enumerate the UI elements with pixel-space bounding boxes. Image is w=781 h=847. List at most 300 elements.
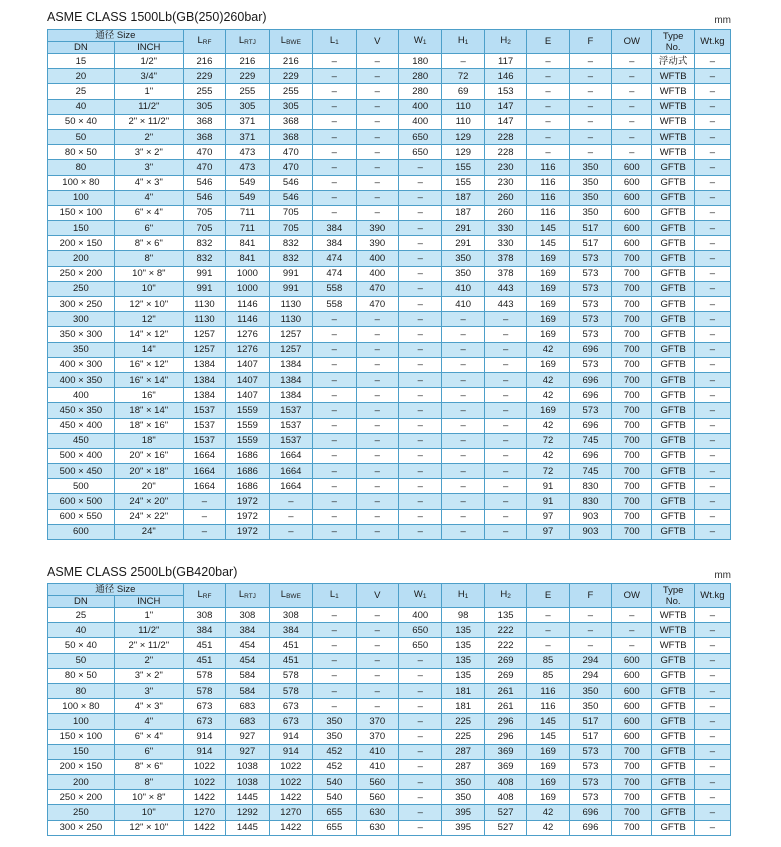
cell-type: GFTB xyxy=(652,805,694,820)
cell-l1: – xyxy=(313,54,356,69)
cell-l-rtj: 683 xyxy=(226,699,269,714)
cell-wt: – xyxy=(694,205,730,220)
cell-h1: 135 xyxy=(442,653,484,668)
cell-f: – xyxy=(569,608,611,623)
table-row xyxy=(48,524,731,539)
cell-f: – xyxy=(569,99,611,114)
cell-inch: 20" xyxy=(114,479,183,494)
header-subscript: 1 xyxy=(335,593,339,600)
header-l-rtj xyxy=(226,584,269,608)
cell-l-rtj: 927 xyxy=(226,729,269,744)
header-h1 xyxy=(442,584,484,608)
cell-l-rf: 1384 xyxy=(183,388,225,403)
cell-e: 169 xyxy=(527,775,569,790)
cell-ow: 600 xyxy=(612,653,652,668)
cell-inch: 4" × 3" xyxy=(114,175,183,190)
cell-type: GFTB xyxy=(652,266,694,281)
cell-e: 169 xyxy=(527,312,569,327)
cell-l-bwe: 914 xyxy=(269,729,312,744)
cell-h1: – xyxy=(442,509,484,524)
table-row xyxy=(48,623,731,638)
header-l-rtj xyxy=(226,30,269,54)
cell-l-rtj: 1407 xyxy=(226,388,269,403)
cell-wt: – xyxy=(694,668,730,683)
table-row xyxy=(48,479,731,494)
cell-l1: – xyxy=(313,683,356,698)
cell-wt: – xyxy=(694,372,730,387)
cell-wt: – xyxy=(694,403,730,418)
cell-dn: 100 xyxy=(48,714,115,729)
cell-v: – xyxy=(356,448,398,463)
cell-wt: – xyxy=(694,699,730,714)
cell-e: 97 xyxy=(527,509,569,524)
cell-l-bwe: – xyxy=(269,509,312,524)
cell-l-rtj: 308 xyxy=(226,608,269,623)
cell-h1: 72 xyxy=(442,69,484,84)
cell-wt: – xyxy=(694,145,730,160)
cell-f: 294 xyxy=(569,653,611,668)
cell-l-rtj: 549 xyxy=(226,175,269,190)
cell-l1: – xyxy=(313,190,356,205)
cell-l-bwe: 1022 xyxy=(269,775,312,790)
unit-label: mm xyxy=(714,15,731,26)
cell-v: – xyxy=(356,638,398,653)
cell-l-rf: 470 xyxy=(183,145,225,160)
cell-type: GFTB xyxy=(652,668,694,683)
cell-v: – xyxy=(356,342,398,357)
cell-l-rtj: 371 xyxy=(226,129,269,144)
cell-l-rf: 546 xyxy=(183,190,225,205)
cell-l1: 558 xyxy=(313,281,356,296)
cell-l-bwe: 470 xyxy=(269,145,312,160)
cell-v: – xyxy=(356,84,398,99)
cell-f: 350 xyxy=(569,190,611,205)
header-type xyxy=(652,584,694,608)
cell-l-bwe: 229 xyxy=(269,69,312,84)
cell-ow: 700 xyxy=(612,464,652,479)
header-subscript: 2 xyxy=(507,593,511,600)
cell-type: GFTB xyxy=(652,327,694,342)
cell-l1: – xyxy=(313,608,356,623)
cell-f: – xyxy=(569,145,611,160)
cell-ow: 700 xyxy=(612,297,652,312)
cell-e: 42 xyxy=(527,448,569,463)
header-type-line: Type xyxy=(662,584,684,596)
cell-l-bwe: 1422 xyxy=(269,790,312,805)
cell-w1: 650 xyxy=(398,623,441,638)
cell-e: – xyxy=(527,638,569,653)
cell-h2: – xyxy=(484,403,526,418)
cell-l-bwe: 451 xyxy=(269,653,312,668)
cell-l-rf: 1130 xyxy=(183,312,225,327)
cell-l-rtj: 216 xyxy=(226,54,269,69)
cell-e: – xyxy=(527,623,569,638)
cell-v: – xyxy=(356,494,398,509)
cell-wt: – xyxy=(694,251,730,266)
cell-l-bwe: 832 xyxy=(269,236,312,251)
cell-v: – xyxy=(356,464,398,479)
cell-v: 390 xyxy=(356,221,398,236)
cell-l-bwe: 991 xyxy=(269,281,312,296)
cell-e: – xyxy=(527,145,569,160)
cell-w1: – xyxy=(398,327,441,342)
cell-ow: 600 xyxy=(612,175,652,190)
cell-l1: – xyxy=(313,175,356,190)
cell-dn: 250 × 200 xyxy=(48,266,115,281)
unit-label: mm xyxy=(714,570,731,581)
cell-h2: 269 xyxy=(484,653,526,668)
table-row xyxy=(48,312,731,327)
cell-type: GFTB xyxy=(652,205,694,220)
cell-h2: 296 xyxy=(484,714,526,729)
header-symbol: E xyxy=(544,590,552,601)
cell-f: 294 xyxy=(569,668,611,683)
cell-ow: 700 xyxy=(612,744,652,759)
cell-l-rf: 255 xyxy=(183,84,225,99)
cell-f: 517 xyxy=(569,729,611,744)
cell-l1: – xyxy=(313,388,356,403)
cell-h1: 350 xyxy=(442,775,484,790)
cell-w1: – xyxy=(398,418,441,433)
cell-l-rtj: 1000 xyxy=(226,266,269,281)
cell-dn: 80 xyxy=(48,683,115,698)
cell-l-rtj: 454 xyxy=(226,653,269,668)
cell-f: 573 xyxy=(569,297,611,312)
cell-l-rf: 1384 xyxy=(183,357,225,372)
cell-type: WFTB xyxy=(652,608,694,623)
cell-wt: – xyxy=(694,297,730,312)
cell-dn: 80 xyxy=(48,160,115,175)
cell-h2: – xyxy=(484,357,526,372)
cell-h1: – xyxy=(442,418,484,433)
cell-dn: 100 × 80 xyxy=(48,699,115,714)
cell-inch: 2" xyxy=(114,129,183,144)
cell-type: GFTB xyxy=(652,418,694,433)
cell-l-rtj: 1038 xyxy=(226,759,269,774)
cell-w1: – xyxy=(398,790,441,805)
cell-type: GFTB xyxy=(652,190,694,205)
cell-ow: – xyxy=(612,129,652,144)
cell-f: 745 xyxy=(569,433,611,448)
cell-inch: 4" xyxy=(114,190,183,205)
cell-type: GFTB xyxy=(652,342,694,357)
header-symbol: F xyxy=(587,590,594,601)
cell-l1: 558 xyxy=(313,297,356,312)
cell-e: 42 xyxy=(527,418,569,433)
cell-f: 696 xyxy=(569,805,611,820)
cell-inch: 16" × 12" xyxy=(114,357,183,372)
cell-type: GFTB xyxy=(652,479,694,494)
cell-l1: – xyxy=(313,372,356,387)
cell-h1: – xyxy=(442,327,484,342)
cell-type: GFTB xyxy=(652,464,694,479)
cell-inch: 1/2" xyxy=(114,54,183,69)
cell-e: 169 xyxy=(527,357,569,372)
header-v xyxy=(356,584,398,608)
cell-dn: 600 × 500 xyxy=(48,494,115,509)
cell-e: 91 xyxy=(527,479,569,494)
cell-l-rtj: 1445 xyxy=(226,820,269,835)
cell-w1: – xyxy=(398,699,441,714)
cell-inch: 20" × 18" xyxy=(114,464,183,479)
cell-l-bwe: 1664 xyxy=(269,448,312,463)
cell-v: – xyxy=(356,69,398,84)
cell-e: 145 xyxy=(527,729,569,744)
cell-dn: 450 × 400 xyxy=(48,418,115,433)
cell-v: – xyxy=(356,509,398,524)
cell-f: 350 xyxy=(569,175,611,190)
cell-w1: 280 xyxy=(398,69,441,84)
cell-h1: 135 xyxy=(442,623,484,638)
cell-l-rf: 673 xyxy=(183,714,225,729)
cell-f: 573 xyxy=(569,759,611,774)
cell-wt: – xyxy=(694,114,730,129)
cell-l-bwe: 470 xyxy=(269,160,312,175)
cell-e: 169 xyxy=(527,251,569,266)
cell-ow: 600 xyxy=(612,221,652,236)
cell-l-rf: 832 xyxy=(183,236,225,251)
cell-f: 573 xyxy=(569,790,611,805)
cell-e: 145 xyxy=(527,714,569,729)
cell-w1: – xyxy=(398,494,441,509)
header-symbol: W xyxy=(413,589,423,600)
cell-l-bwe: 451 xyxy=(269,638,312,653)
cell-type: WFTB xyxy=(652,114,694,129)
cell-v: 630 xyxy=(356,805,398,820)
cell-type: WFTB xyxy=(652,84,694,99)
header-type-line: Type xyxy=(662,30,684,42)
cell-dn: 50 × 40 xyxy=(48,638,115,653)
cell-l-rtj: 927 xyxy=(226,744,269,759)
cell-h2: – xyxy=(484,372,526,387)
cell-h2: 330 xyxy=(484,221,526,236)
cell-v: – xyxy=(356,683,398,698)
cell-l1: – xyxy=(313,145,356,160)
cell-ow: – xyxy=(612,54,652,69)
table-row xyxy=(48,84,731,99)
cell-v: – xyxy=(356,608,398,623)
cell-dn: 200 × 150 xyxy=(48,759,115,774)
cell-v: 470 xyxy=(356,297,398,312)
cell-e: – xyxy=(527,54,569,69)
header-h2 xyxy=(484,584,526,608)
cell-inch: 18" × 16" xyxy=(114,418,183,433)
cell-h2: 369 xyxy=(484,759,526,774)
cell-w1: – xyxy=(398,464,441,479)
cell-h1: – xyxy=(442,448,484,463)
cell-inch: 20" × 16" xyxy=(114,448,183,463)
cell-e: – xyxy=(527,114,569,129)
cell-h1: 225 xyxy=(442,729,484,744)
cell-dn: 150 × 100 xyxy=(48,205,115,220)
cell-ow: 700 xyxy=(612,372,652,387)
cell-v: 560 xyxy=(356,775,398,790)
cell-h2: 230 xyxy=(484,175,526,190)
cell-h2: 443 xyxy=(484,281,526,296)
cell-type: GFTB xyxy=(652,494,694,509)
cell-l1: – xyxy=(313,327,356,342)
cell-type: GFTB xyxy=(652,683,694,698)
cell-e: 91 xyxy=(527,494,569,509)
cell-f: 350 xyxy=(569,699,611,714)
cell-w1: 400 xyxy=(398,608,441,623)
header-subscript: 1 xyxy=(422,39,427,46)
cell-l1: – xyxy=(313,205,356,220)
cell-h1: 110 xyxy=(442,99,484,114)
cell-l-bwe: 1422 xyxy=(269,820,312,835)
cell-type: GFTB xyxy=(652,297,694,312)
cell-f: 696 xyxy=(569,342,611,357)
cell-l-bwe: 1130 xyxy=(269,297,312,312)
cell-inch: 14" xyxy=(114,342,183,357)
cell-h1: 395 xyxy=(442,820,484,835)
cell-wt: – xyxy=(694,524,730,539)
cell-v: – xyxy=(356,54,398,69)
cell-h2: 260 xyxy=(484,190,526,205)
cell-l-rtj: 473 xyxy=(226,145,269,160)
cell-h1: – xyxy=(442,403,484,418)
cell-w1: – xyxy=(398,668,441,683)
header-e xyxy=(527,30,569,54)
cell-w1: – xyxy=(398,403,441,418)
cell-wt: – xyxy=(694,129,730,144)
cell-l1: – xyxy=(313,699,356,714)
cell-h2: 261 xyxy=(484,699,526,714)
cell-h1: 187 xyxy=(442,190,484,205)
cell-l-rf: 832 xyxy=(183,251,225,266)
header-h1 xyxy=(442,30,484,54)
cell-f: 573 xyxy=(569,403,611,418)
cell-dn: 450 xyxy=(48,433,115,448)
cell-ow: 700 xyxy=(612,281,652,296)
cell-l-bwe: 1384 xyxy=(269,357,312,372)
cell-dn: 150 xyxy=(48,221,115,236)
cell-l-rf: 914 xyxy=(183,744,225,759)
cell-inch: 11/2" xyxy=(114,99,183,114)
cell-l-rf: 578 xyxy=(183,668,225,683)
cell-ow: 700 xyxy=(612,418,652,433)
cell-v: – xyxy=(356,403,398,418)
header-inch: INCH xyxy=(114,42,183,54)
cell-w1: – xyxy=(398,775,441,790)
cell-wt: – xyxy=(694,790,730,805)
cell-f: 350 xyxy=(569,683,611,698)
cell-l1: – xyxy=(313,312,356,327)
header-subscript: BWE xyxy=(286,39,301,46)
cell-v: 370 xyxy=(356,729,398,744)
cell-dn: 350 xyxy=(48,342,115,357)
cell-inch: 16" xyxy=(114,388,183,403)
cell-v: – xyxy=(356,388,398,403)
cell-l-rtj: 711 xyxy=(226,205,269,220)
cell-l-bwe: 546 xyxy=(269,190,312,205)
cell-v: – xyxy=(356,479,398,494)
cell-inch: 3/4" xyxy=(114,69,183,84)
cell-w1: – xyxy=(398,160,441,175)
cell-l1: 384 xyxy=(313,236,356,251)
cell-dn: 100 × 80 xyxy=(48,175,115,190)
cell-l-rtj: 711 xyxy=(226,221,269,236)
cell-h1: 287 xyxy=(442,744,484,759)
cell-ow: 700 xyxy=(612,357,652,372)
cell-dn: 350 × 300 xyxy=(48,327,115,342)
header-symbol: F xyxy=(587,36,594,47)
cell-ow: 700 xyxy=(612,448,652,463)
table-row xyxy=(48,297,731,312)
cell-l1: – xyxy=(313,479,356,494)
cell-wt: – xyxy=(694,494,730,509)
cell-dn: 250 xyxy=(48,281,115,296)
cell-w1: – xyxy=(398,251,441,266)
cell-w1: 180 xyxy=(398,54,441,69)
cell-l-rf: 229 xyxy=(183,69,225,84)
cell-ow: 600 xyxy=(612,668,652,683)
cell-inch: 24" × 20" xyxy=(114,494,183,509)
cell-inch: 11/2" xyxy=(114,623,183,638)
header-type-line: No. xyxy=(665,41,681,53)
cell-ow: – xyxy=(612,84,652,99)
cell-dn: 300 × 250 xyxy=(48,297,115,312)
cell-f: 903 xyxy=(569,509,611,524)
cell-l-rf: 1537 xyxy=(183,418,225,433)
cell-l-rf: 1257 xyxy=(183,342,225,357)
cell-v: 630 xyxy=(356,820,398,835)
cell-h1: 410 xyxy=(442,281,484,296)
cell-l-rtj: 1686 xyxy=(226,448,269,463)
cell-h1: 98 xyxy=(442,608,484,623)
cell-dn: 80 × 50 xyxy=(48,668,115,683)
table-row xyxy=(48,759,731,774)
cell-l-rtj: 1292 xyxy=(226,805,269,820)
cell-h2: – xyxy=(484,418,526,433)
cell-inch: 2" × 11/2" xyxy=(114,638,183,653)
cell-wt: – xyxy=(694,312,730,327)
header-f xyxy=(569,584,611,608)
cell-inch: 18" xyxy=(114,433,183,448)
cell-l-rf: 673 xyxy=(183,699,225,714)
header-e xyxy=(527,584,569,608)
cell-type: GFTB xyxy=(652,312,694,327)
cell-l1: – xyxy=(313,129,356,144)
cell-h2: 146 xyxy=(484,69,526,84)
cell-l-rf: 216 xyxy=(183,54,225,69)
dimension-table-class-1500 xyxy=(47,29,731,540)
cell-l1: – xyxy=(313,418,356,433)
cell-inch: 6" xyxy=(114,744,183,759)
cell-h2: 330 xyxy=(484,236,526,251)
cell-wt: – xyxy=(694,623,730,638)
cell-h1: 69 xyxy=(442,84,484,99)
cell-wt: – xyxy=(694,509,730,524)
header-symbol: OW xyxy=(623,36,640,47)
cell-l-bwe: 1384 xyxy=(269,388,312,403)
cell-l-rf: 914 xyxy=(183,729,225,744)
cell-l-rf: 451 xyxy=(183,638,225,653)
cell-wt: – xyxy=(694,281,730,296)
cell-l-rf: 705 xyxy=(183,221,225,236)
cell-h2: – xyxy=(484,524,526,539)
cell-l-rf: 368 xyxy=(183,114,225,129)
header-subscript: RF xyxy=(202,593,212,600)
cell-f: 350 xyxy=(569,160,611,175)
table-row xyxy=(48,266,731,281)
header-symbol: L xyxy=(280,35,287,46)
cell-f: 696 xyxy=(569,388,611,403)
cell-dn: 300 xyxy=(48,312,115,327)
cell-dn: 200 xyxy=(48,775,115,790)
cell-l1: 474 xyxy=(313,266,356,281)
cell-l1: 452 xyxy=(313,759,356,774)
